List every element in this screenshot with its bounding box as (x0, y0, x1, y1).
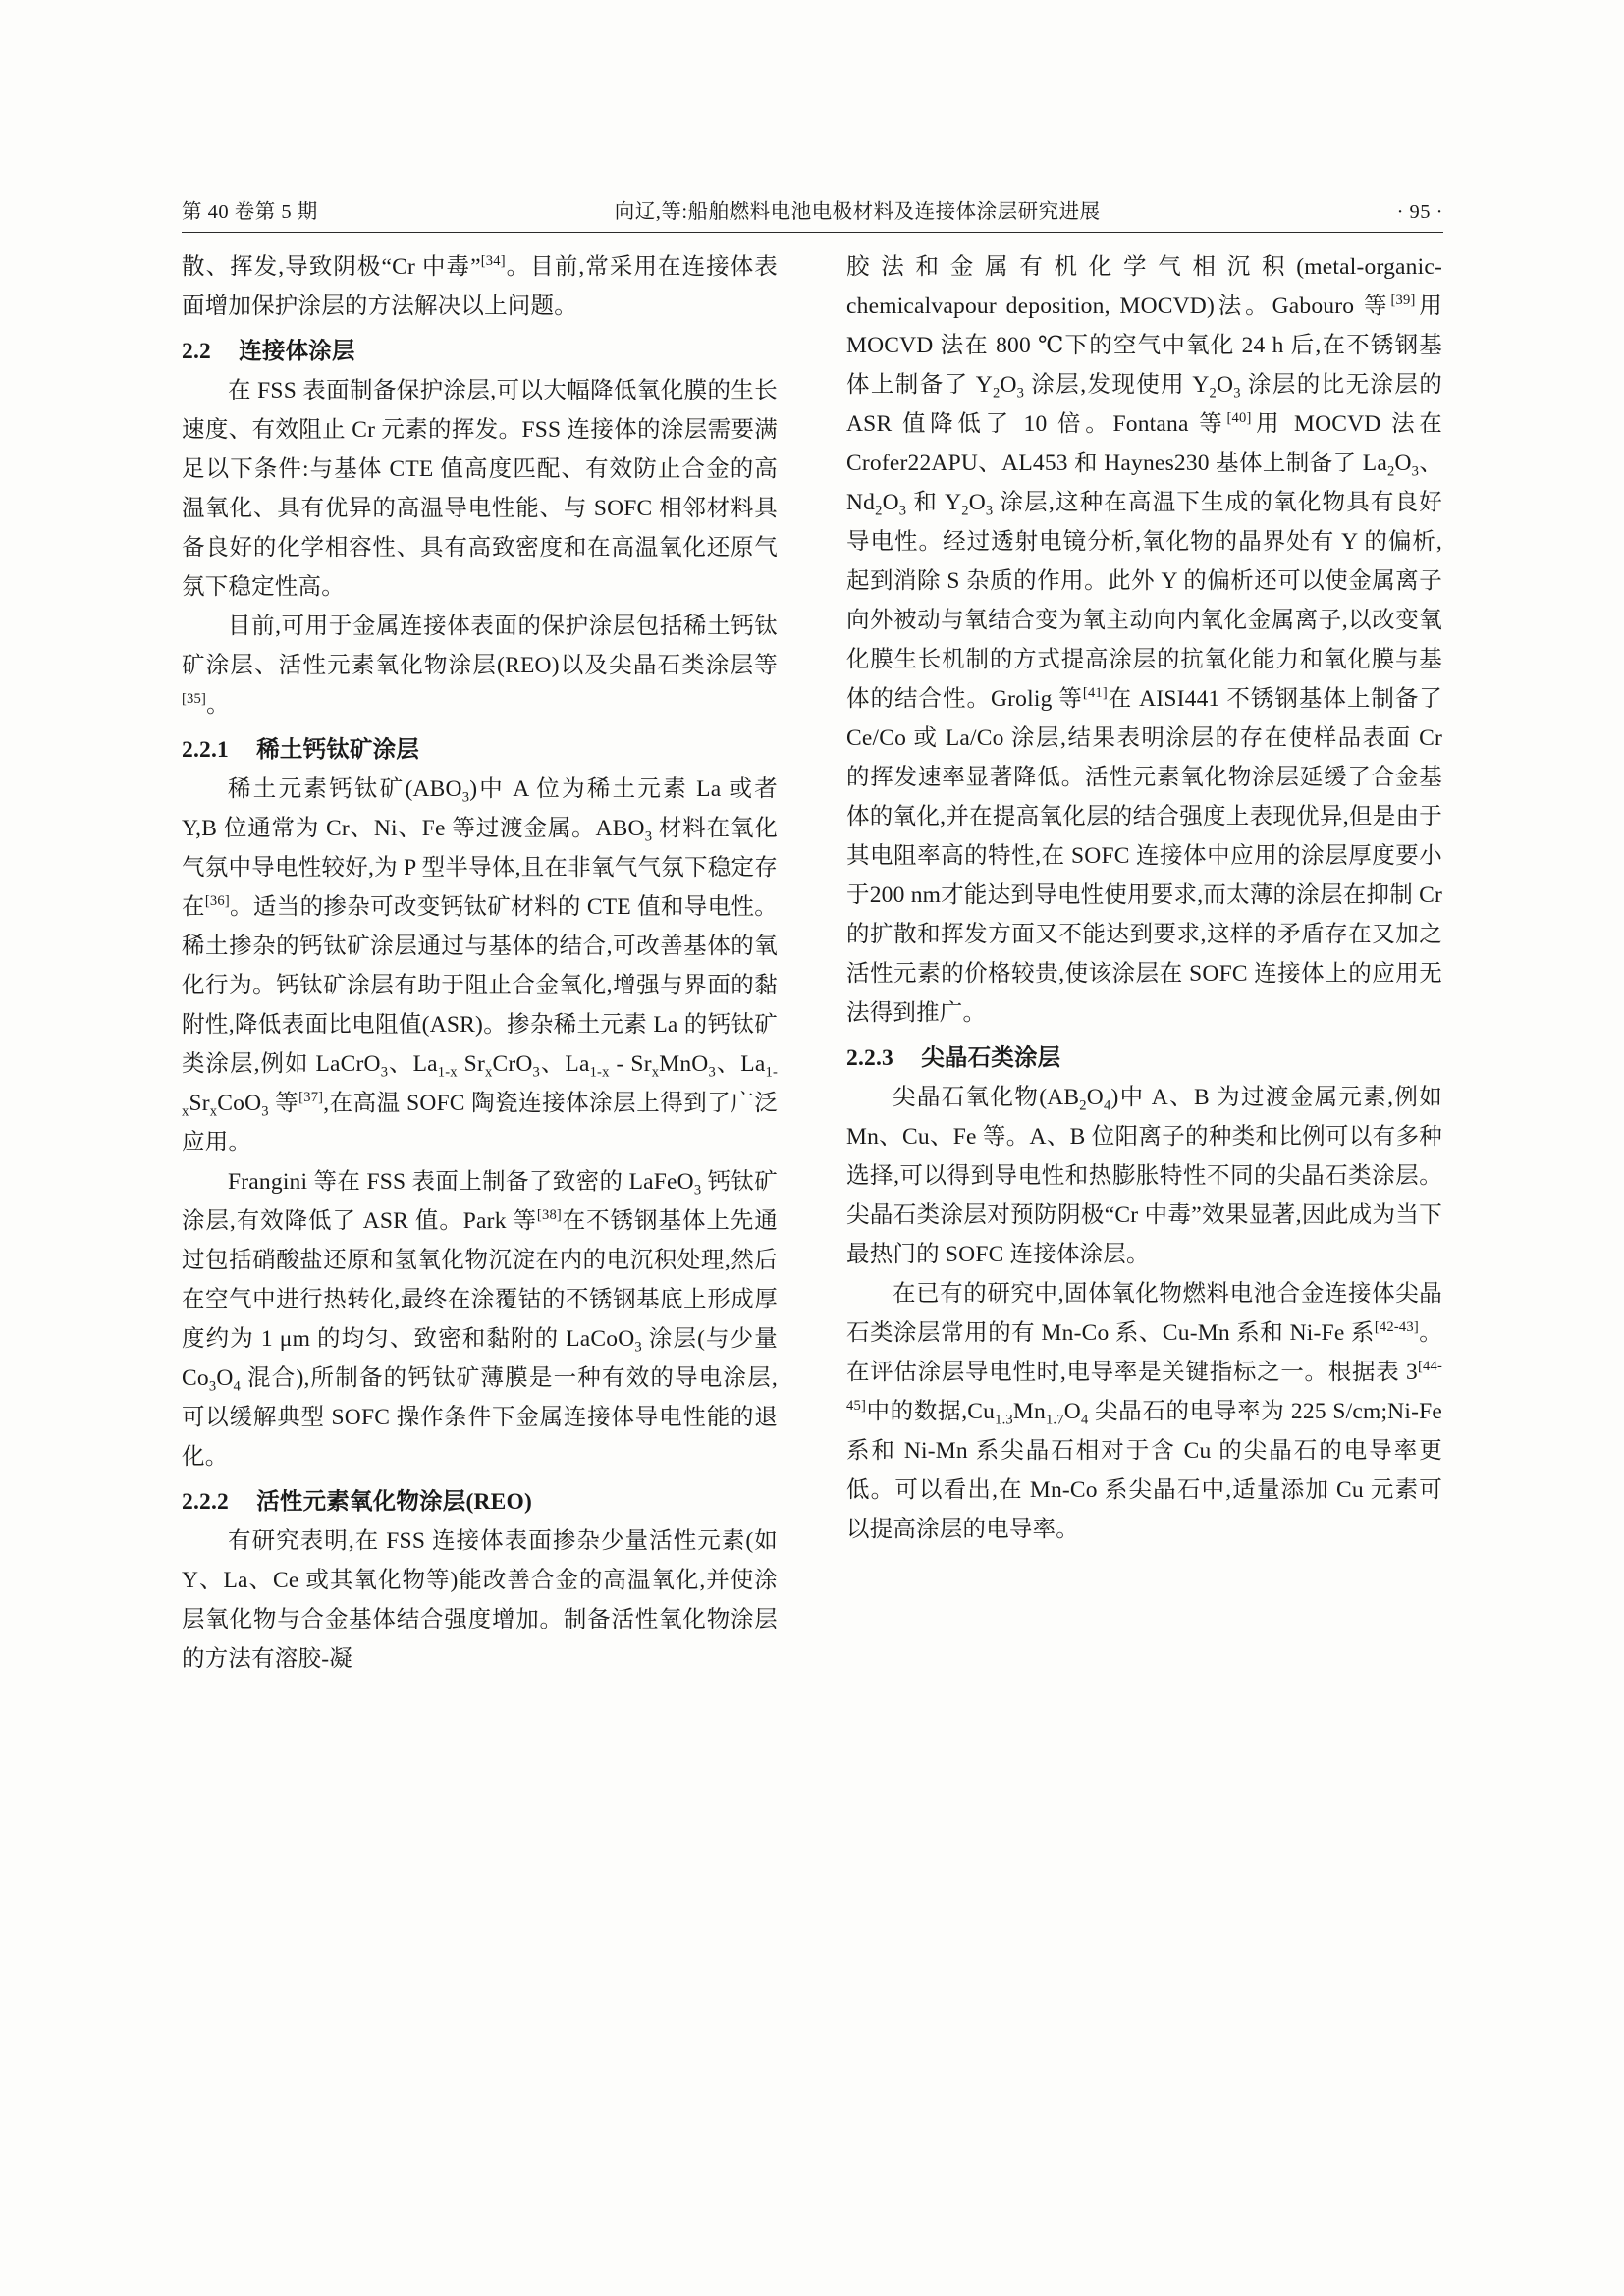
article-running-title: 向辽,等:船舶燃料电池电极材料及连接体涂层研究进展 (614, 201, 1101, 223)
heading-2-2-number: 2.2 (182, 339, 211, 364)
paragraph-spinel-intro: 尖晶石氧化物$(AB_2O_4)$中 A、B 为过渡金属元素,例如 Mn、Cu、Fe 等。A、B 位阳离子的种类和比例可以有多种选择,可以得到导电性和热膨胀特性不同的尖晶石类涂层。尖晶石类涂层对预防阴极“Cr 中毒”效果显著,因此成为当下最热门的 SOFC 连接体涂层。 (846, 1085, 1442, 1267)
heading-2-2-title: 连接体涂层 (239, 339, 355, 364)
paragraph-reo-intro: 有研究表明,在 FSS 连接体表面掺杂少量活性元素(如 Y、La、Ce 或其氧化物等)能改善合金的高温氧化,并使涂层氧化物与合金基体结合强度增加。制备活性氧化物涂层的方法有溶胶-凝 (182, 1528, 779, 1672)
page-number: · 95 · (1396, 201, 1443, 223)
paragraph-perovskite-intro: 稀土元素钙钛矿$(ABO_3)$中 A 位为稀土元素 La 或者 Y,B 位通常为 Cr、Ni、Fe 等过渡金属。$ABO_3$ 材料在氧化气氛中导电性较好,为 P 型半导体,且在非氧气气氛下稳定存在[36]。适当的掺杂可改变钙钛矿材料的 CTE 值和导电性。稀土掺杂的钙钛矿涂层通过与基体的结合,可改善基体的氧化行为。钙钛矿涂层有助于阻止合金氧化,增强与界面的黏附性,降低表面比电阻值(ASR)。掺杂稀土元素 La 的钙钛矿类涂层,例如 LaCrO$_3$、$La_{1-x}$ $Sr_xCrO_3$、$La_{1-x} - Sr_xMnO_3$、$La_{1-x}Sr_xCoO_3$ 等[37],在高温 SOFC 陶瓷连接体涂层上得到了广泛应用。 (182, 776, 779, 1155)
heading-2-2-1-title: 稀土钙钛矿涂层 (256, 737, 420, 763)
paragraph-cr-poisoning: 散、挥发,导致阴极“Cr 中毒”[34]。目前,常采用在连接体表面增加保护涂层的方法解决以上问题。 (182, 253, 779, 319)
header-divider (182, 232, 1443, 233)
heading-2-2-1-number: 2.2.1 (182, 737, 229, 763)
heading-2-2 (182, 332, 778, 371)
paragraph-spinel-systems: 在已有的研究中,固体氧化物燃料电池合金连接体尖晶石类涂层常用的有 Mn-Co 系、Cu-Mn 系和 Ni-Fe 系[42-43]。在评估涂层导电性时,电导率是关键指标之一。根据表 3[44-45]中的数据$,Cu_{1.3}Mn_{1.7}O_4$ 尖晶石的电导率为 225 S/cm;Ni-Fe 系和 Ni-Mn 系尖晶石相对于含 Cu 的尖晶石的电导率更低。可以看出,在 Mn-Co 系尖晶石中,适量添加 Cu 元素可以提高涂层的电导率。 (846, 1281, 1443, 1542)
running-head (182, 194, 1443, 228)
volume-issue: 第 40 卷第 5 期 (182, 201, 318, 223)
right-column (846, 247, 1442, 2152)
paragraph-fss-coating-requirements: 在 FSS 表面制备保护涂层,可以大幅降低氧化膜的生长速度、有效阻止 Cr 元素的挥发。FSS 连接体的涂层需要满足以下条件:与基体 CTE 值高度匹配、有效防止合金的高温氧化、具有优异的高温导电性能、与 SOFC 相邻材料具备良好的化学相容性、具有高致密度和在高温氧化还原气氛下稳定性高。 (182, 378, 779, 600)
heading-2-2-2 (182, 1482, 778, 1522)
left-column (182, 247, 778, 2152)
paragraph-mocvd-continued: 胶法和金属有机化学气相沉积(metal-organic-chemicalvapour deposition, MOCVD)法。Gabouro 等[39]用 MOCVD 法在 800 ℃下的空气中氧化 24 h 后,在不锈钢基体上制备了 $Y_2O_3$ 涂层,发现使用 $Y_2O_3$ 涂层的比无涂层的 ASR 值降低了 10 倍。Fontana 等[40]用 MOCVD 法在 Crofer22APU、AL453 和 Haynes230 基体上制备了 $La_2O_3$、$Nd_2O_3$ 和 $Y_2O_3$ 涂层,这种在高温下生成的氧化物具有良好导电性。经过透射电镜分析,氧化物的晶界处有 Y 的偏析,起到消除 S 杂质的作用。此外 Y 的偏析还可以使金属离子向外被动与氧结合变为氧主动向内氧化金属离子,以改变氧化膜生长机制的方式提高涂层的抗氧化能力和氧化膜与基体的结合性。Grolig 等[41]在 AISI441 不锈钢基体上制备了 Ce/Co 或 La/Co 涂层,结果表明涂层的存在使样品表面 Cr 的挥发速率显著降低。活性元素氧化物涂层延缓了合金基体的氧化,并在提高氧化层的结合强度上表现优异,但是由于其电阻率高的特性,在 SOFC 连接体中应用的涂层厚度要小于200 nm才能达到导电性使用要求,而太薄的涂层在抑制 Cr 的扩散和挥发方面又不能达到要求,这样的矛盾存在又加之活性元素的价格较贵,使该涂层在 SOFC 连接体上的应用无法得到推广。 (846, 254, 1443, 1026)
heading-2-2-1 (182, 730, 778, 770)
heading-2-2-3-number: 2.2.3 (846, 1045, 893, 1071)
paragraph-frangini-park: Frangini 等在 FSS 表面上制备了致密的 LaFeO$_3$ 钙钛矿涂层,有效降低了 ASR 值。Park 等[38]在不锈钢基体上先通过包括硝酸盐还原和氢氧化物沉淀在内的电沉积处理,然后在空气中进行热转化,最终在涂覆钴的不锈钢基底上形成厚度约为 1 μm 的均匀、致密和黏附的 LaCoO$_3$ 涂层(与少量 $Co_3O_4$ 混合),所制备的钙钛矿薄膜是一种有效的导电涂层,可以缓解典型 SOFC 操作条件下金属连接体导电性能的退化。 (182, 1169, 778, 1469)
heading-2-2-3 (846, 1039, 1442, 1078)
heading-2-2-3-title: 尖晶石类涂层 (921, 1045, 1061, 1071)
heading-2-2-2-number: 2.2.2 (182, 1489, 229, 1515)
heading-2-2-2-title: 活性元素氧化物涂层(REO) (256, 1489, 533, 1515)
body-columns (182, 247, 1443, 2152)
paragraph-coating-types: 目前,可用于金属连接体表面的保护涂层包括稀土钙钛矿涂层、活性元素氧化物涂层(REO)以及尖晶石类涂层等[35]。 (182, 614, 778, 718)
